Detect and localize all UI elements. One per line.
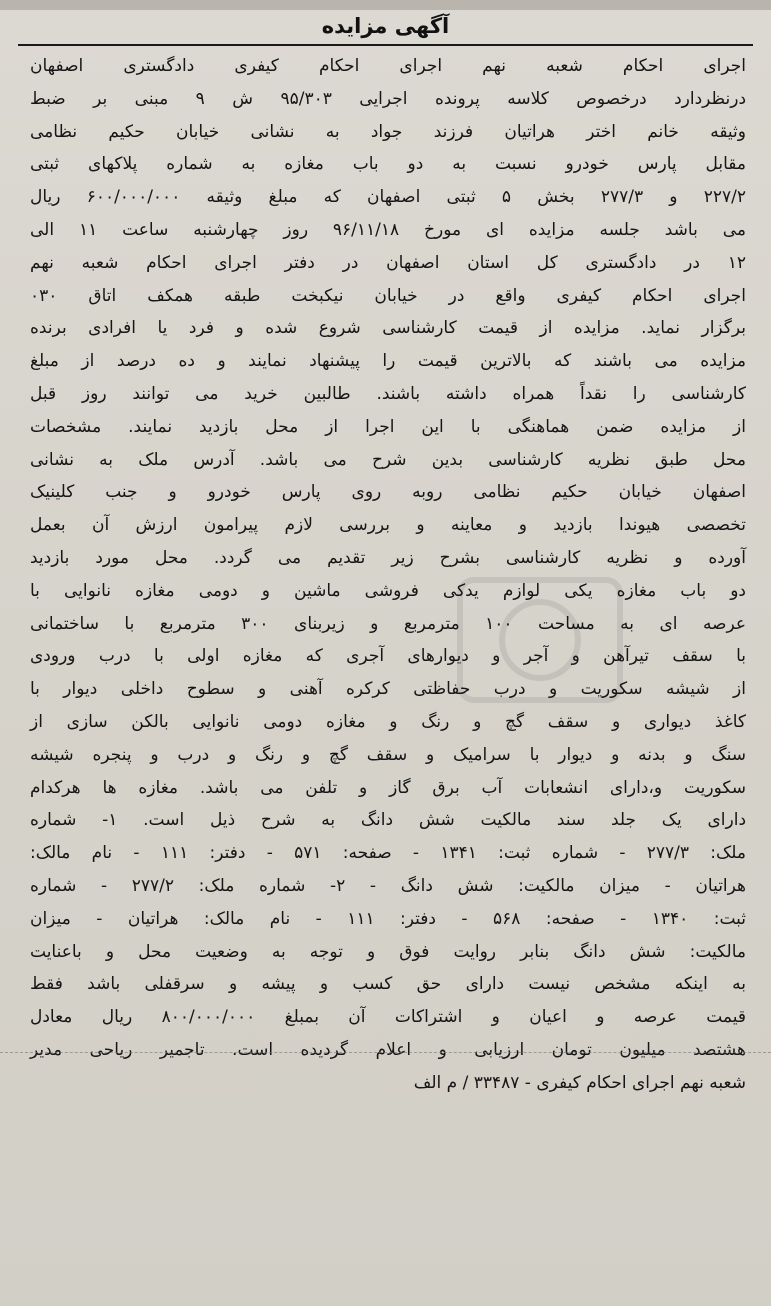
notice-body-line: ۲۲۷/۲ و ۲۷۷/۳ بخش ۵ ثبتی اصفهان که مبلغ وثیقه ۶۰۰/۰۰۰/۰۰۰ ریال — [30, 187, 746, 208]
notice-body-line: از شیشه سکوریت و درب حفاظتی کرکره آهنی و سطوح داخلی دیوار با — [30, 679, 746, 700]
notice-body-line: مقابل پارس خودرو نسبت به دو باب مغازه به شماره پلاکهای ثبتی — [30, 154, 746, 175]
notice-body-line: اجرای احکام شعبه نهم اجرای احکام کیفری دادگستری اصفهان — [30, 56, 746, 76]
notice-body-line: مزایده می باشند که بالاترین قیمت را پیشنهاد نمایند و ده درصد از مبلغ — [30, 351, 746, 372]
notice-body-line: هشتصد میلیون تومان ارزیابی و اعلام گردیده است. تاجمیر ریاحی مدیر — [30, 1039, 746, 1060]
notice-body-line: ۱۲ در دادگستری کل استان اصفهان در دفتر اجرای احکام شعبه نهم — [30, 252, 746, 273]
notice-body-line: ملک: ۲۷۷/۳ - شماره ثبت: ۱۳۴۱ - صفحه: ۵۷۱ - دفتر: ۱۱۱ - نام مالک: — [30, 843, 746, 864]
notice-body-line: عرصه ای به مساحت ۱۰۰ مترمربع و زیربنای ۳۰۰ مترمربع با ساختمانی — [30, 613, 747, 634]
notice-body-line: با سقف تیرآهن و آجر و دیوارهای آجری که مغازه اولی با درب ورودی — [30, 646, 746, 667]
notice-body-line: اصفهان خیابان حکیم نظامی روبه روی پارس خودرو و جنب کلینیک — [30, 482, 746, 503]
notice-body-line: از مزایده ضمن هماهنگی با این اجرا از محل بازدید نمایند. مشخصات — [30, 416, 746, 437]
notice-body-line: هراتیان - میزان مالکیت: شش دانگ - ۲- شماره ملک: ۲۷۷/۲ - شماره — [30, 875, 746, 896]
title-divider — [18, 44, 753, 46]
notice-body-line: اجرای احکام کیفری واقع در خیابان نیکبخت طبقه همکف اتاق ۰۳۰ — [30, 285, 746, 306]
notice-body-line: تخصصی هیوندا بازدید و معاینه و بررسی لازم پیرامون ارزش آن بعمل — [30, 515, 746, 536]
fold-crease — [0, 1052, 771, 1053]
notice-body-line: ثبت: ۱۳۴۰ - صفحه: ۵۶۸ - دفتر: ۱۱۱ - نام مالک: هراتیان - میزان — [30, 908, 747, 929]
notice-body-line: درنظردارد درخصوص کلاسه پرونده اجرایی ۹۵/۳۰۳ ش ۹ مبنی بر ضبط — [30, 88, 747, 109]
torn-top-edge — [0, 0, 771, 10]
notice-body-line: محل طبق نظریه کارشناسی بدین شرح می باشد. آدرس ملک به نشانی — [30, 449, 746, 470]
notice-title: آگهی مزایده — [321, 14, 450, 38]
notice-body-line: کاغذ دیواری و سقف گچ و رنگ و مغازه دومی نانوایی بالکن سازی از — [30, 711, 746, 732]
notice-body-line: قیمت عرصه و اعیان و اشتراکات آن بمبلغ ۸۰۰/۰۰۰/۰۰۰ ریال معادل — [30, 1007, 746, 1028]
notice-body-line: دو باب مغازه یکی لوازم یدکی فروشی ماشین و دومی مغازه نانوایی با — [30, 580, 746, 601]
notice-body-line: سنگ و بدنه و دیوار با سرامیک و سقف گچ و رنگ و درب و پنجره شیشه — [30, 744, 746, 765]
notice-body-line: وثیقه خانم اختر هراتیان فرزند جواد به نشانی خیابان حکیم نظامی — [30, 121, 746, 142]
notice-body-line: به اینکه مشخص نیست دارای حق کسب و پیشه و سرقفلی باشد فقط — [30, 974, 746, 995]
notice-body-line: کارشناسی را نقداً همراه داشته باشند. طالبین خرید می توانند روز قبل — [30, 383, 746, 404]
notice-body-line: شعبه نهم اجرای احکام کیفری - ۳۳۴۸۷ / م الف — [413, 1072, 746, 1093]
notice-body — [30, 50, 746, 1100]
notice-body-line: سکوریت و،دارای انشعابات آب برق گاز و تلفن می باشد. مغازه ها هرکدام — [30, 777, 746, 798]
notice-body-line: آورده و نظریه کارشناسی بشرح زیر تقدیم می گردد. محل مورد بازدید — [30, 547, 746, 568]
notice-body-line: می باشد جلسه مزایده ای مورخ ۹۶/۱۱/۱۸ روز چهارشنبه ساعت ۱۱ الی — [30, 219, 746, 240]
notice-body-line: دارای یک جلد سند مالکیت شش دانگ به شرح ذیل است. ۱- شماره — [30, 810, 747, 831]
notice-body-line: مالکیت: شش دانگ بنابر روایت فوق و توجه به وضعیت محل و باعنایت — [30, 941, 746, 962]
notice-body-line: برگزار نماید. مزایده از قیمت کارشناسی شروع شده و فرد یا افرادی برنده — [30, 318, 746, 339]
